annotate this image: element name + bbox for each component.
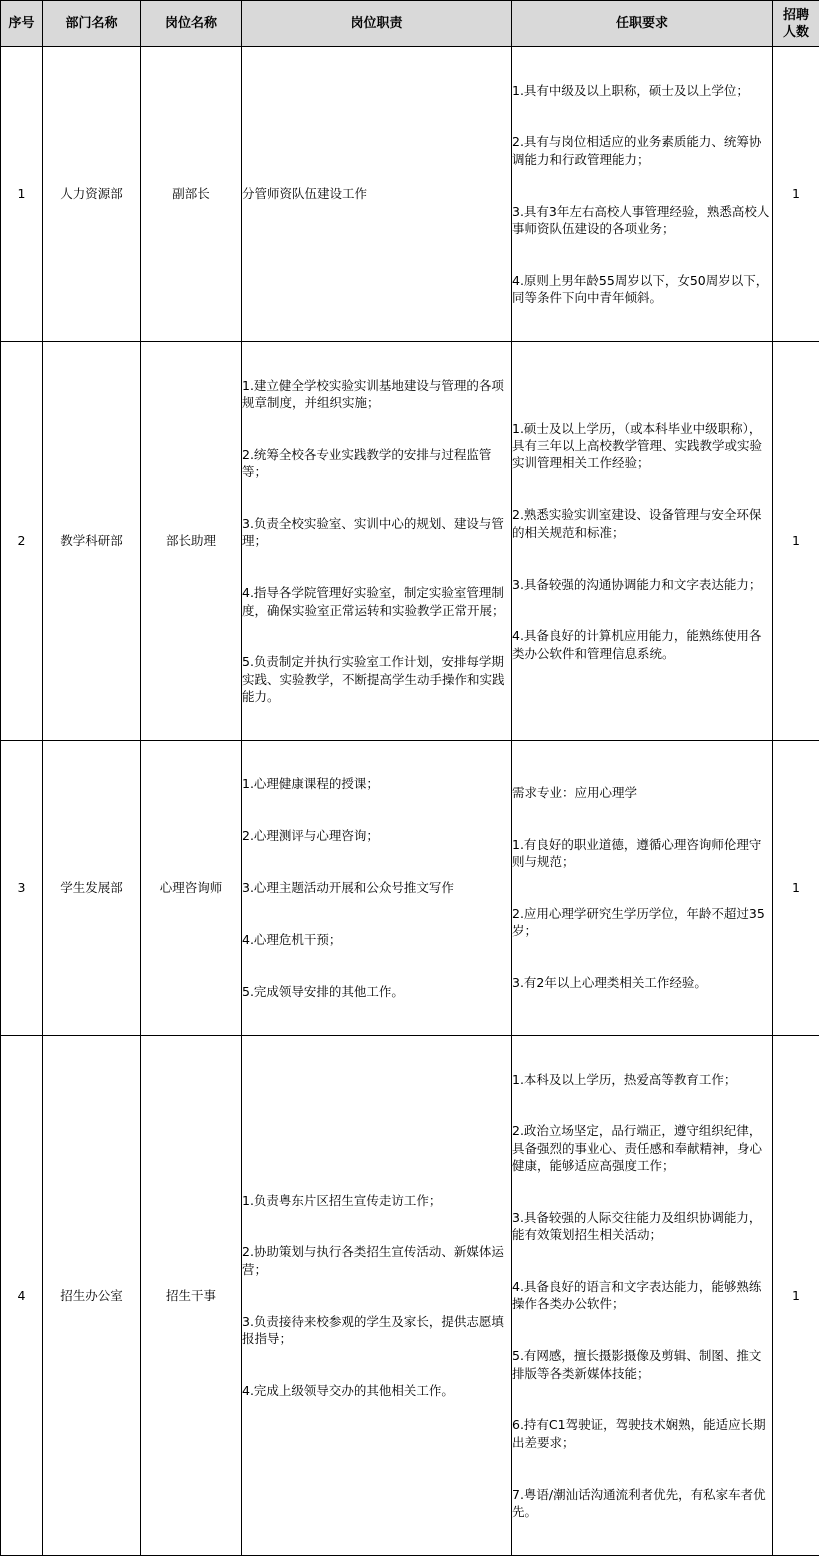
- table-row: [1, 47, 819, 342]
- cell-duties: [242, 1035, 512, 1555]
- header-count: [773, 1, 819, 47]
- duty-item: 5.负责制定并执行实验室工作计划，安排每学期实践、实验教学，不断提高学生动手操作和实践能力。: [242, 653, 511, 705]
- cell-index: 3: [1, 740, 43, 1035]
- requirement-item: 1.本科及以上学历，热爱高等教育工作；: [512, 1071, 772, 1088]
- requirement-item: 4.原则上男年龄55周岁以下，女50周岁以下，同等条件下向中青年倾斜。: [512, 272, 772, 307]
- duty-item: 3.负责全校实验室、实训中心的规划、建设与管理；: [242, 515, 511, 550]
- cell-duties: [242, 47, 512, 342]
- table-row: [1, 342, 819, 741]
- requirement-item: 3.具备较强的人际交往能力及组织协调能力，能有效策划招生相关活动；: [512, 1209, 772, 1244]
- duty-item: 3.负责接待来校参观的学生及家长，提供志愿填报指导；: [242, 1313, 511, 1348]
- duty-item: 4.指导各学院管理好实验室，制定实验室管理制度，确保实验室正常运转和实验教学正常开展；: [242, 584, 511, 619]
- cell-position: 部长助理: [141, 342, 242, 741]
- cell-count: 1: [773, 1035, 819, 1555]
- requirement-item: 5.有网感，擅长摄影摄像及剪辑、制图、推文排版等各类新媒体技能；: [512, 1347, 772, 1382]
- requirement-item: 6.持有C1驾驶证，驾驶技术娴熟，能适应长期出差要求；: [512, 1416, 772, 1451]
- cell-position: 招生干事: [141, 1035, 242, 1555]
- table-row: [1, 740, 819, 1035]
- cell-index: 1: [1, 47, 43, 342]
- header-duties: 岗位职责: [242, 1, 512, 47]
- requirement-item: 2.熟悉实验实训室建设、设备管理与安全环保的相关规范和标准；: [512, 506, 772, 541]
- duty-item: 2.统筹全校各专业实践教学的安排与过程监管等；: [242, 446, 511, 481]
- duty-item: 2.协助策划与执行各类招生宣传活动、新媒体运营；: [242, 1243, 511, 1278]
- duty-item: 分管师资队伍建设工作: [242, 185, 511, 202]
- cell-duties: [242, 740, 512, 1035]
- requirement-item: 3.具备较强的沟通协调能力和文字表达能力；: [512, 576, 772, 593]
- cell-department: 人力资源部: [43, 47, 141, 342]
- cell-department: 教学科研部: [43, 342, 141, 741]
- duty-item: 2.心理测评与心理咨询；: [242, 827, 511, 844]
- header-count-line1: 招聘: [773, 7, 819, 24]
- requirement-item: 4.具备良好的计算机应用能力，能熟练使用各类办公软件和管理信息系统。: [512, 627, 772, 662]
- duty-item: 1.建立健全学校实验实训基地建设与管理的各项规章制度，并组织实施；: [242, 377, 511, 412]
- cell-department: 招生办公室: [43, 1035, 141, 1555]
- duty-item: 4.心理危机干预；: [242, 931, 511, 948]
- duty-item: 4.完成上级领导交办的其他相关工作。: [242, 1382, 511, 1399]
- requirement-item: 3.具有3年左右高校人事管理经验，熟悉高校人事师资队伍建设的各项业务；: [512, 203, 772, 238]
- header-position: 岗位名称: [141, 1, 242, 47]
- cell-count: 1: [773, 342, 819, 741]
- requirement-item: 7.粤语/潮汕话沟通流利者优先，有私家车者优先。: [512, 1486, 772, 1521]
- duty-item: 1.心理健康课程的授课；: [242, 775, 511, 792]
- cell-requirements: [512, 1035, 773, 1555]
- cell-duties: [242, 342, 512, 741]
- cell-position: 心理咨询师: [141, 740, 242, 1035]
- duty-item: 3.心理主题活动开展和公众号推文写作: [242, 879, 511, 896]
- requirement-item: 2.政治立场坚定，品行端正，遵守组织纪律，具备强烈的事业心、责任感和奉献精神，身心健康，能够适应高强度工作；: [512, 1122, 772, 1174]
- requirement-item: 1.具有中级及以上职称，硕士及以上学位；: [512, 82, 772, 99]
- header-count-line2: 人数: [773, 24, 819, 41]
- cell-count: 1: [773, 740, 819, 1035]
- cell-requirements: [512, 342, 773, 741]
- header-index: 序号: [1, 1, 43, 47]
- requirement-item: 1.硕士及以上学历，（或本科毕业中级职称），具有三年以上高校教学管理、实践教学或实验实训管理相关工作经验；: [512, 420, 772, 472]
- cell-index: 2: [1, 342, 43, 741]
- duty-item: 1.负责粤东片区招生宣传走访工作；: [242, 1192, 511, 1209]
- cell-position: 副部长: [141, 47, 242, 342]
- duty-item: 5.完成领导安排的其他工作。: [242, 983, 511, 1000]
- requirement-item: 4.具备良好的语言和文字表达能力，能够熟练操作各类办公软件；: [512, 1278, 772, 1313]
- requirement-item: 1.有良好的职业道德，遵循心理咨询师伦理守则与规范；: [512, 836, 772, 871]
- requirement-item: 2.应用心理学研究生学历学位，年龄不超过35岁；: [512, 905, 772, 940]
- requirement-item: 3.有2年以上心理类相关工作经验。: [512, 974, 772, 991]
- cell-department: 学生发展部: [43, 740, 141, 1035]
- header-requirements: 任职要求: [512, 1, 773, 47]
- header-row: [1, 1, 819, 47]
- cell-requirements: [512, 740, 773, 1035]
- requirement-item: 需求专业：应用心理学: [512, 784, 772, 801]
- cell-index: 4: [1, 1035, 43, 1555]
- table-row: [1, 1035, 819, 1555]
- requirement-item: 2.具有与岗位相适应的业务素质能力、统筹协调能力和行政管理能力；: [512, 133, 772, 168]
- cell-count: 1: [773, 47, 819, 342]
- header-department: 部门名称: [43, 1, 141, 47]
- cell-requirements: [512, 47, 773, 342]
